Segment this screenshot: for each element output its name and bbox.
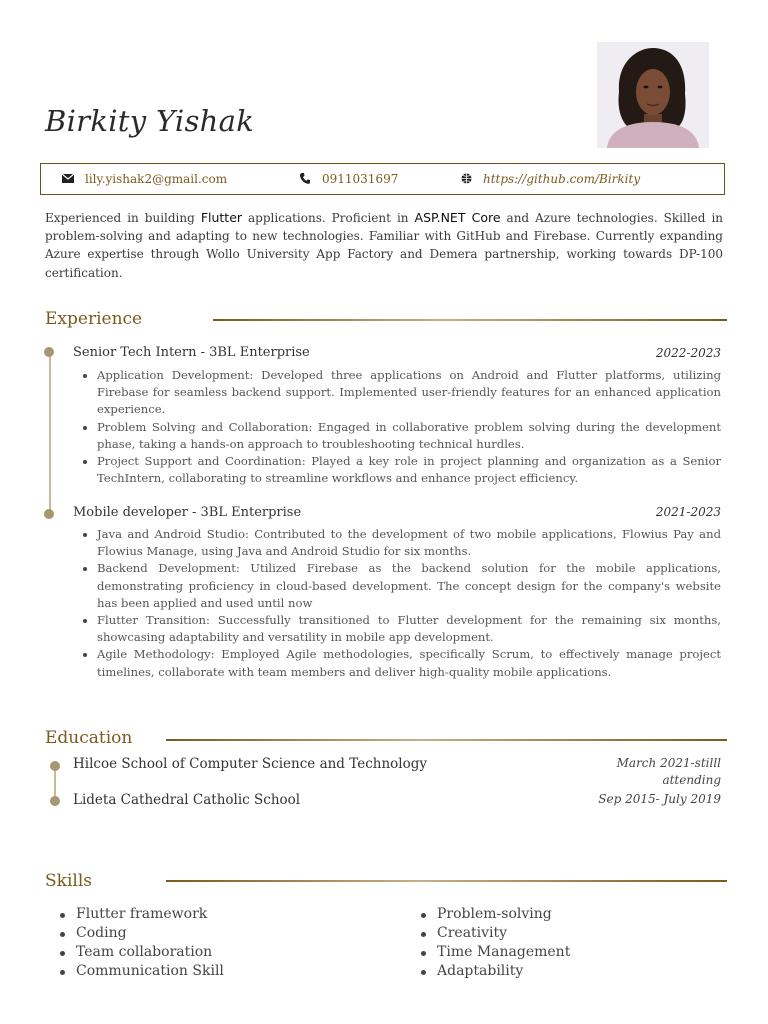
list-item: Agile Methodology: Employed Agile methodologies, specifically Scrum, to effectively manage project timelines, collaborate with team members and deliver high-quality mobile applications. [80,646,721,680]
experience-heading: Experience [45,309,143,329]
profile-photo-image [597,42,709,148]
school-name: Lideta Cathedral Catholic School [73,792,301,808]
education-date: Sep 2015- July 2019 [598,792,721,806]
experience-divider [213,319,727,321]
contact-phone[interactable] [298,164,398,193]
job-bullets [80,526,721,681]
phone-icon [298,172,312,186]
timeline-dot [50,796,60,806]
job-title: Senior Tech Intern - 3BL Enterprise [73,345,310,360]
skill-item: Time Management [417,943,570,962]
skill-item: Team collaboration [56,943,224,962]
education-divider [166,739,727,741]
skill-item: Communication Skill [56,962,224,981]
list-item: Project Support and Coordination: Played a key role in project planning and organization as a Senior TechIntern, collaborating to streamline workflows and enhance project efficiency. [80,453,721,487]
summary-text: Experienced in building [45,211,201,225]
job-date: 2022-2023 [655,346,721,360]
job-bullets [80,367,721,487]
skill-item: Problem-solving [417,905,570,924]
profile-summary [45,209,723,282]
list-item: Backend Development: Utilized Firebase as the backend solution for the mobile applications, demonstrating proficiency in cloud-based development. The concept design for the company's website has been applied and used until now [80,560,721,612]
timeline-dot [44,347,54,357]
skill-item: Creativity [417,924,570,943]
summary-text: and Azure technologies. Skilled in problem-solving and adapting to new technologies. Familiar with GitHub and Firebase. Currently expanding Azure expertise through Wollo University App Factory and Demera partnership, working towards DP-100 certification. [45,211,724,280]
skills-list-right [417,905,570,981]
contact-bar [40,163,725,195]
contact-github[interactable] [459,164,640,193]
phone-number[interactable]: 0911031697 [322,171,399,186]
list-item: Java and Android Studio: Contributed to the development of two mobile applications, Flowius Pay and Flowius Manage, using Java and Android Studio for six months. [80,526,721,560]
timeline-dot [50,761,60,771]
summary-text: applications. Proficient in [242,211,415,225]
school-name: Hilcoe School of Computer Science and Technology [73,756,427,772]
profile-photo [597,42,709,148]
email-link[interactable]: lily.yishak2@gmail.com [85,171,228,186]
skill-item: Adaptability [417,962,570,981]
summary-highlight-aspnet: ASP.NET Core [414,210,501,225]
globe-icon [459,172,473,186]
job-title: Mobile developer - 3BL Enterprise [73,505,302,520]
skills-list-left [56,905,224,981]
github-link[interactable]: https://github.com/Birkity [483,171,641,186]
list-item: Problem Solving and Collaboration: Engaged in collaborative problem solving during the development phase, taking a hands-on approach to troubleshooting technical hurdles. [80,419,721,453]
timeline-dot [44,509,54,519]
list-item: Flutter Transition: Successfully transitioned to Flutter development for the remaining six months, showcasing adaptability and versatility in mobile app development. [80,612,721,646]
skill-item: Flutter framework [56,905,224,924]
education-date: March 2021-stilll attending [616,756,721,787]
experience-timeline [49,352,51,514]
education-heading: Education [45,728,133,748]
envelope-icon [61,172,75,186]
skills-divider [166,880,727,882]
list-item: Application Development: Developed three applications on Android and Flutter platforms, utilizing Firebase for seamless backend support. Implemented user-friendly features for an enhanced application experience. [80,367,721,419]
skill-item: Coding [56,924,224,943]
skills-heading: Skills [45,871,92,891]
contact-email[interactable] [61,164,227,193]
job-date: 2021-2023 [655,505,721,519]
candidate-name: Birkity Yishak [45,104,255,138]
summary-highlight-flutter: Flutter [200,210,243,225]
